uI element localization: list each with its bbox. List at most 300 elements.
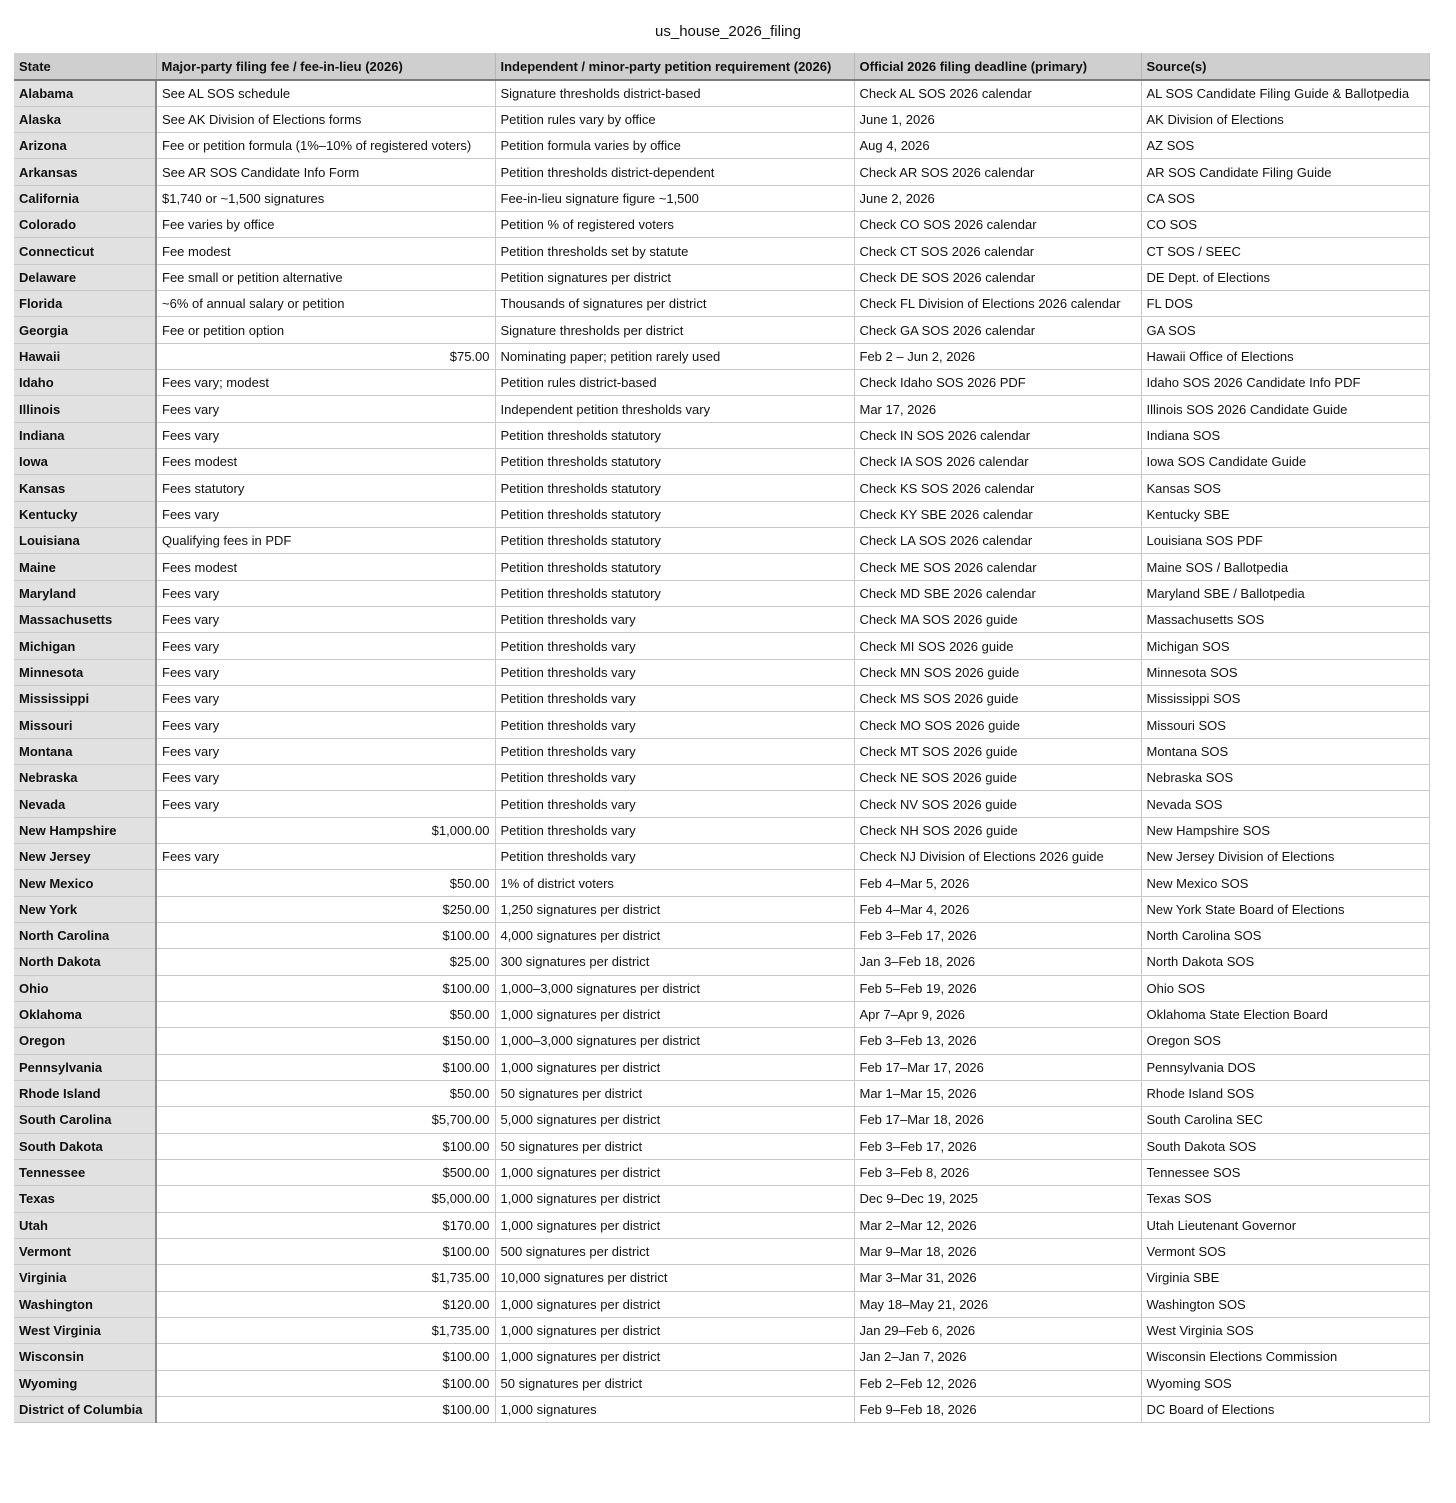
cell-sources[interactable]: Louisiana SOS PDF	[1141, 528, 1429, 554]
cell-filing-fee[interactable]: $500.00	[156, 1159, 495, 1185]
cell-filing-deadline[interactable]: June 1, 2026	[854, 106, 1141, 132]
cell-petition-requirement[interactable]: Independent petition thresholds vary	[495, 396, 854, 422]
cell-state[interactable]: Nebraska	[14, 765, 156, 791]
cell-filing-deadline[interactable]: Jan 3–Feb 18, 2026	[854, 949, 1141, 975]
cell-state[interactable]: Pennsylvania	[14, 1054, 156, 1080]
cell-filing-deadline[interactable]: Check CT SOS 2026 calendar	[854, 238, 1141, 264]
table-row	[14, 133, 1429, 159]
table-row	[14, 870, 1429, 896]
cell-petition-requirement[interactable]: 1,000 signatures per district	[495, 1212, 854, 1238]
cell-sources[interactable]: West Virginia SOS	[1141, 1317, 1429, 1343]
table-row	[14, 949, 1429, 975]
header-cell-filing-deadline[interactable]: Official 2026 filing deadline (primary)	[854, 53, 1141, 80]
cell-filing-fee[interactable]: Fees vary	[156, 422, 495, 448]
cell-state[interactable]: Connecticut	[14, 238, 156, 264]
cell-filing-deadline[interactable]: Check DE SOS 2026 calendar	[854, 264, 1141, 290]
cell-filing-deadline[interactable]: Check MI SOS 2026 guide	[854, 633, 1141, 659]
table-row	[14, 896, 1429, 922]
cell-state[interactable]: Wyoming	[14, 1370, 156, 1396]
cell-filing-deadline[interactable]: Check Idaho SOS 2026 PDF	[854, 370, 1141, 396]
cell-filing-fee[interactable]: $170.00	[156, 1212, 495, 1238]
table-row	[14, 212, 1429, 238]
cell-petition-requirement[interactable]: Petition thresholds vary	[495, 712, 854, 738]
cell-filing-deadline[interactable]: Check KY SBE 2026 calendar	[854, 501, 1141, 527]
cell-petition-requirement[interactable]: Petition thresholds vary	[495, 765, 854, 791]
cell-petition-requirement[interactable]: Petition thresholds statutory	[495, 501, 854, 527]
cell-state[interactable]: Arizona	[14, 133, 156, 159]
cell-petition-requirement[interactable]: Petition rules vary by office	[495, 106, 854, 132]
cell-filing-deadline[interactable]: Feb 2 – Jun 2, 2026	[854, 343, 1141, 369]
cell-filing-fee[interactable]: $5,700.00	[156, 1107, 495, 1133]
table-row	[14, 1344, 1429, 1370]
cell-filing-deadline[interactable]: Check AR SOS 2026 calendar	[854, 159, 1141, 185]
cell-filing-fee[interactable]: $100.00	[156, 1370, 495, 1396]
cell-filing-deadline[interactable]: Aug 4, 2026	[854, 133, 1141, 159]
cell-filing-fee[interactable]: Fees vary	[156, 396, 495, 422]
cell-sources[interactable]: South Dakota SOS	[1141, 1133, 1429, 1159]
cell-state[interactable]: New York	[14, 896, 156, 922]
cell-state[interactable]: Maine	[14, 554, 156, 580]
cell-petition-requirement[interactable]: Signature thresholds per district	[495, 317, 854, 343]
cell-filing-fee[interactable]: $1,000.00	[156, 817, 495, 843]
cell-sources[interactable]: Missouri SOS	[1141, 712, 1429, 738]
cell-filing-fee[interactable]: Fees modest	[156, 449, 495, 475]
cell-state[interactable]: New Jersey	[14, 844, 156, 870]
cell-sources[interactable]: New Mexico SOS	[1141, 870, 1429, 896]
cell-sources[interactable]: Kentucky SBE	[1141, 501, 1429, 527]
table-row	[14, 238, 1429, 264]
cell-filing-fee[interactable]: Fee small or petition alternative	[156, 264, 495, 290]
cell-filing-fee[interactable]: $1,735.00	[156, 1265, 495, 1291]
cell-petition-requirement[interactable]: 50 signatures per district	[495, 1133, 854, 1159]
cell-sources[interactable]: Oklahoma State Election Board	[1141, 1001, 1429, 1027]
cell-filing-deadline[interactable]: Feb 17–Mar 18, 2026	[854, 1107, 1141, 1133]
table-row	[14, 712, 1429, 738]
cell-petition-requirement[interactable]: Petition thresholds set by statute	[495, 238, 854, 264]
cell-sources[interactable]: Indiana SOS	[1141, 422, 1429, 448]
cell-state[interactable]: Virginia	[14, 1265, 156, 1291]
cell-filing-deadline[interactable]: Mar 17, 2026	[854, 396, 1141, 422]
cell-petition-requirement[interactable]: 1,000 signatures per district	[495, 1186, 854, 1212]
header-row	[14, 53, 1429, 80]
table-row	[14, 343, 1429, 369]
cell-petition-requirement[interactable]: Petition thresholds statutory	[495, 449, 854, 475]
cell-petition-requirement[interactable]: 10,000 signatures per district	[495, 1265, 854, 1291]
cell-filing-deadline[interactable]: Apr 7–Apr 9, 2026	[854, 1001, 1141, 1027]
cell-sources[interactable]: AR SOS Candidate Filing Guide	[1141, 159, 1429, 185]
cell-filing-deadline[interactable]: Check MA SOS 2026 guide	[854, 607, 1141, 633]
cell-filing-fee[interactable]: Fees vary	[156, 844, 495, 870]
cell-sources[interactable]: Minnesota SOS	[1141, 659, 1429, 685]
cell-sources[interactable]: Tennessee SOS	[1141, 1159, 1429, 1185]
cell-petition-requirement[interactable]: 4,000 signatures per district	[495, 923, 854, 949]
cell-filing-fee[interactable]: Fee or petition option	[156, 317, 495, 343]
cell-filing-deadline[interactable]: Feb 2–Feb 12, 2026	[854, 1370, 1141, 1396]
cell-petition-requirement[interactable]: 1,250 signatures per district	[495, 896, 854, 922]
cell-filing-fee[interactable]: $250.00	[156, 896, 495, 922]
cell-state[interactable]: Indiana	[14, 422, 156, 448]
cell-filing-deadline[interactable]: June 2, 2026	[854, 185, 1141, 211]
cell-filing-deadline[interactable]: Check LA SOS 2026 calendar	[854, 528, 1141, 554]
cell-sources[interactable]: AZ SOS	[1141, 133, 1429, 159]
cell-sources[interactable]: Virginia SBE	[1141, 1265, 1429, 1291]
cell-filing-fee[interactable]: $75.00	[156, 343, 495, 369]
cell-filing-deadline[interactable]: Feb 3–Feb 8, 2026	[854, 1159, 1141, 1185]
cell-petition-requirement[interactable]: 1,000 signatures per district	[495, 1159, 854, 1185]
sheet-title: us_house_2026_filing	[655, 23, 801, 40]
cell-sources[interactable]: New Hampshire SOS	[1141, 817, 1429, 843]
cell-filing-deadline[interactable]: Check IN SOS 2026 calendar	[854, 422, 1141, 448]
cell-filing-fee[interactable]: $120.00	[156, 1291, 495, 1317]
cell-filing-fee[interactable]: $100.00	[156, 1238, 495, 1264]
cell-filing-fee[interactable]: $5,000.00	[156, 1186, 495, 1212]
cell-filing-deadline[interactable]: Jan 2–Jan 7, 2026	[854, 1344, 1141, 1370]
cell-filing-fee[interactable]: Fees statutory	[156, 475, 495, 501]
table-row	[14, 370, 1429, 396]
cell-petition-requirement[interactable]: Petition thresholds statutory	[495, 528, 854, 554]
cell-filing-deadline[interactable]: Check CO SOS 2026 calendar	[854, 212, 1141, 238]
cell-sources[interactable]: Montana SOS	[1141, 738, 1429, 764]
cell-petition-requirement[interactable]: Petition thresholds vary	[495, 791, 854, 817]
cell-petition-requirement[interactable]: 1,000 signatures per district	[495, 1291, 854, 1317]
cell-filing-deadline[interactable]: Check MO SOS 2026 guide	[854, 712, 1141, 738]
cell-sources[interactable]: Washington SOS	[1141, 1291, 1429, 1317]
cell-filing-fee[interactable]: $100.00	[156, 975, 495, 1001]
cell-state[interactable]: Oregon	[14, 1028, 156, 1054]
cell-state[interactable]: Arkansas	[14, 159, 156, 185]
cell-state[interactable]: Hawaii	[14, 343, 156, 369]
cell-filing-fee[interactable]: Fees vary; modest	[156, 370, 495, 396]
cell-filing-fee[interactable]: See AL SOS schedule	[156, 80, 495, 106]
cell-filing-deadline[interactable]: Check KS SOS 2026 calendar	[854, 475, 1141, 501]
cell-filing-fee[interactable]: $100.00	[156, 923, 495, 949]
cell-state[interactable]: New Mexico	[14, 870, 156, 896]
cell-sources[interactable]: Pennsylvania DOS	[1141, 1054, 1429, 1080]
cell-filing-deadline[interactable]: Feb 9–Feb 18, 2026	[854, 1396, 1141, 1422]
cell-filing-fee[interactable]: Fees vary	[156, 607, 495, 633]
cell-state[interactable]: Ohio	[14, 975, 156, 1001]
cell-state[interactable]: Utah	[14, 1212, 156, 1238]
cell-petition-requirement[interactable]: 300 signatures per district	[495, 949, 854, 975]
table-row	[14, 738, 1429, 764]
table-row	[14, 106, 1429, 132]
cell-filing-deadline[interactable]: Check NV SOS 2026 guide	[854, 791, 1141, 817]
cell-filing-deadline[interactable]: Check MD SBE 2026 calendar	[854, 580, 1141, 606]
cell-sources[interactable]: AK Division of Elections	[1141, 106, 1429, 132]
cell-filing-fee[interactable]: $100.00	[156, 1344, 495, 1370]
table-row	[14, 1133, 1429, 1159]
cell-filing-deadline[interactable]: Check MT SOS 2026 guide	[854, 738, 1141, 764]
cell-state[interactable]: Texas	[14, 1186, 156, 1212]
cell-state[interactable]: Florida	[14, 291, 156, 317]
cell-filing-deadline[interactable]: Mar 1–Mar 15, 2026	[854, 1080, 1141, 1106]
cell-sources[interactable]: Wisconsin Elections Commission	[1141, 1344, 1429, 1370]
cell-sources[interactable]: Nevada SOS	[1141, 791, 1429, 817]
cell-filing-fee[interactable]: Fees vary	[156, 501, 495, 527]
cell-sources[interactable]: Utah Lieutenant Governor	[1141, 1212, 1429, 1238]
table-row	[14, 1080, 1429, 1106]
cell-filing-deadline[interactable]: Feb 3–Feb 17, 2026	[854, 1133, 1141, 1159]
cell-filing-fee[interactable]: Fee or petition formula (1%–10% of registered voters)	[156, 133, 495, 159]
table-row	[14, 1001, 1429, 1027]
cell-filing-deadline[interactable]: May 18–May 21, 2026	[854, 1291, 1141, 1317]
cell-filing-deadline[interactable]: Feb 5–Feb 19, 2026	[854, 975, 1141, 1001]
cell-sources[interactable]: DC Board of Elections	[1141, 1396, 1429, 1422]
cell-filing-fee[interactable]: Fees vary	[156, 686, 495, 712]
cell-sources[interactable]: Massachusetts SOS	[1141, 607, 1429, 633]
cell-petition-requirement[interactable]: Signature thresholds district-based	[495, 80, 854, 106]
cell-sources[interactable]: New York State Board of Elections	[1141, 896, 1429, 922]
header-cell-sources[interactable]: Source(s)	[1141, 53, 1429, 80]
cell-filing-fee[interactable]: Fees vary	[156, 659, 495, 685]
cell-petition-requirement[interactable]: Petition thresholds statutory	[495, 554, 854, 580]
table-row	[14, 791, 1429, 817]
cell-filing-deadline[interactable]: Check MN SOS 2026 guide	[854, 659, 1141, 685]
table-row	[14, 765, 1429, 791]
cell-petition-requirement[interactable]: Petition thresholds vary	[495, 817, 854, 843]
cell-sources[interactable]: Kansas SOS	[1141, 475, 1429, 501]
cell-filing-fee[interactable]: $25.00	[156, 949, 495, 975]
cell-state[interactable]: Tennessee	[14, 1159, 156, 1185]
cell-filing-deadline[interactable]: Check MS SOS 2026 guide	[854, 686, 1141, 712]
cell-petition-requirement[interactable]: 1% of district voters	[495, 870, 854, 896]
cell-state[interactable]: Michigan	[14, 633, 156, 659]
cell-sources[interactable]: Mississippi SOS	[1141, 686, 1429, 712]
cell-filing-fee[interactable]: Fee varies by office	[156, 212, 495, 238]
cell-state[interactable]: South Carolina	[14, 1107, 156, 1133]
cell-sources[interactable]: CO SOS	[1141, 212, 1429, 238]
cell-petition-requirement[interactable]: Petition thresholds vary	[495, 633, 854, 659]
cell-petition-requirement[interactable]: 1,000–3,000 signatures per district	[495, 1028, 854, 1054]
cell-state[interactable]: Montana	[14, 738, 156, 764]
table-row	[14, 422, 1429, 448]
cell-sources[interactable]: North Dakota SOS	[1141, 949, 1429, 975]
header-cell-filing-fee[interactable]: Major-party filing fee / fee-in-lieu (2026)	[156, 53, 495, 80]
cell-state[interactable]: District of Columbia	[14, 1396, 156, 1422]
cell-sources[interactable]: Maryland SBE / Ballotpedia	[1141, 580, 1429, 606]
cell-sources[interactable]: Iowa SOS Candidate Guide	[1141, 449, 1429, 475]
cell-state[interactable]: Illinois	[14, 396, 156, 422]
cell-petition-requirement[interactable]: Petition thresholds vary	[495, 659, 854, 685]
table-row	[14, 554, 1429, 580]
cell-petition-requirement[interactable]: 1,000 signatures per district	[495, 1001, 854, 1027]
table-row	[14, 1370, 1429, 1396]
cell-petition-requirement[interactable]: Thousands of signatures per district	[495, 291, 854, 317]
cell-petition-requirement[interactable]: Fee-in-lieu signature figure ~1,500	[495, 185, 854, 211]
cell-sources[interactable]: GA SOS	[1141, 317, 1429, 343]
cell-sources[interactable]: Ohio SOS	[1141, 975, 1429, 1001]
cell-filing-deadline[interactable]: Check AL SOS 2026 calendar	[854, 80, 1141, 106]
cell-filing-fee[interactable]: $100.00	[156, 1396, 495, 1422]
cell-filing-fee[interactable]: Fees vary	[156, 791, 495, 817]
cell-sources[interactable]: Nebraska SOS	[1141, 765, 1429, 791]
cell-filing-fee[interactable]: $50.00	[156, 1080, 495, 1106]
cell-petition-requirement[interactable]: 1,000 signatures per district	[495, 1054, 854, 1080]
cell-filing-fee[interactable]: $100.00	[156, 1054, 495, 1080]
cell-sources[interactable]: Wyoming SOS	[1141, 1370, 1429, 1396]
cell-sources[interactable]: CA SOS	[1141, 185, 1429, 211]
cell-filing-deadline[interactable]: Feb 4–Mar 4, 2026	[854, 896, 1141, 922]
cell-filing-fee[interactable]: $100.00	[156, 1133, 495, 1159]
table-row	[14, 1396, 1429, 1422]
table-row	[14, 396, 1429, 422]
cell-petition-requirement[interactable]: 1,000 signatures per district	[495, 1344, 854, 1370]
cell-state[interactable]: Delaware	[14, 264, 156, 290]
cell-sources[interactable]: AL SOS Candidate Filing Guide & Ballotpedia	[1141, 80, 1429, 106]
table-row	[14, 317, 1429, 343]
cell-sources[interactable]: Texas SOS	[1141, 1186, 1429, 1212]
cell-state[interactable]: North Dakota	[14, 949, 156, 975]
cell-petition-requirement[interactable]: Petition thresholds vary	[495, 686, 854, 712]
cell-petition-requirement[interactable]: Petition thresholds vary	[495, 738, 854, 764]
cell-filing-fee[interactable]: Fees vary	[156, 765, 495, 791]
table-row	[14, 528, 1429, 554]
cell-state[interactable]: Mississippi	[14, 686, 156, 712]
table-row	[14, 659, 1429, 685]
cell-sources[interactable]: New Jersey Division of Elections	[1141, 844, 1429, 870]
cell-petition-requirement[interactable]: 1,000 signatures per district	[495, 1317, 854, 1343]
cell-filing-fee[interactable]: Fee modest	[156, 238, 495, 264]
cell-filing-deadline[interactable]: Check FL Division of Elections 2026 calendar	[854, 291, 1141, 317]
cell-filing-deadline[interactable]: Feb 17–Mar 17, 2026	[854, 1054, 1141, 1080]
cell-sources[interactable]: Vermont SOS	[1141, 1238, 1429, 1264]
cell-filing-deadline[interactable]: Check NE SOS 2026 guide	[854, 765, 1141, 791]
cell-petition-requirement[interactable]: Petition signatures per district	[495, 264, 854, 290]
cell-filing-fee[interactable]: ~6% of annual salary or petition	[156, 291, 495, 317]
cell-petition-requirement[interactable]: Petition thresholds statutory	[495, 580, 854, 606]
cell-filing-deadline[interactable]: Feb 3–Feb 17, 2026	[854, 923, 1141, 949]
cell-sources[interactable]: Oregon SOS	[1141, 1028, 1429, 1054]
cell-filing-fee[interactable]: Fees vary	[156, 633, 495, 659]
cell-state[interactable]: California	[14, 185, 156, 211]
cell-state[interactable]: Washington	[14, 1291, 156, 1317]
table-row	[14, 1028, 1429, 1054]
cell-state[interactable]: Colorado	[14, 212, 156, 238]
cell-state[interactable]: Alaska	[14, 106, 156, 132]
cell-state[interactable]: Massachusetts	[14, 607, 156, 633]
cell-filing-deadline[interactable]: Mar 9–Mar 18, 2026	[854, 1238, 1141, 1264]
cell-sources[interactable]: Hawaii Office of Elections	[1141, 343, 1429, 369]
cell-state[interactable]: West Virginia	[14, 1317, 156, 1343]
table-row	[14, 633, 1429, 659]
cell-filing-fee[interactable]: See AK Division of Elections forms	[156, 106, 495, 132]
cell-petition-requirement[interactable]: 500 signatures per district	[495, 1238, 854, 1264]
table-row	[14, 817, 1429, 843]
cell-sources[interactable]: Maine SOS / Ballotpedia	[1141, 554, 1429, 580]
cell-filing-fee[interactable]: Fees vary	[156, 712, 495, 738]
cell-state[interactable]: North Carolina	[14, 923, 156, 949]
cell-state[interactable]: Maryland	[14, 580, 156, 606]
table-row	[14, 844, 1429, 870]
cell-petition-requirement[interactable]: Petition thresholds statutory	[495, 475, 854, 501]
cell-state[interactable]: Kentucky	[14, 501, 156, 527]
cell-filing-fee[interactable]: See AR SOS Candidate Info Form	[156, 159, 495, 185]
cell-filing-deadline[interactable]: Mar 2–Mar 12, 2026	[854, 1212, 1141, 1238]
cell-sources[interactable]: DE Dept. of Elections	[1141, 264, 1429, 290]
header-cell-state[interactable]: State	[14, 53, 156, 80]
cell-state[interactable]: New Hampshire	[14, 817, 156, 843]
table-row	[14, 449, 1429, 475]
table-row	[14, 1186, 1429, 1212]
cell-petition-requirement[interactable]: 1,000 signatures	[495, 1396, 854, 1422]
cell-state[interactable]: Nevada	[14, 791, 156, 817]
cell-state[interactable]: Oklahoma	[14, 1001, 156, 1027]
cell-state[interactable]: Vermont	[14, 1238, 156, 1264]
cell-filing-deadline[interactable]: Check NJ Division of Elections 2026 guide	[854, 844, 1141, 870]
cell-filing-fee[interactable]: $1,735.00	[156, 1317, 495, 1343]
cell-filing-fee[interactable]: Fees modest	[156, 554, 495, 580]
cell-sources[interactable]: FL DOS	[1141, 291, 1429, 317]
cell-filing-deadline[interactable]: Mar 3–Mar 31, 2026	[854, 1265, 1141, 1291]
cell-state[interactable]: Georgia	[14, 317, 156, 343]
cell-petition-requirement[interactable]: Petition thresholds vary	[495, 607, 854, 633]
cell-state[interactable]: South Dakota	[14, 1133, 156, 1159]
cell-petition-requirement[interactable]: Petition % of registered voters	[495, 212, 854, 238]
cell-filing-fee[interactable]: Fees vary	[156, 580, 495, 606]
cell-petition-requirement[interactable]: 5,000 signatures per district	[495, 1107, 854, 1133]
cell-state[interactable]: Kansas	[14, 475, 156, 501]
cell-filing-deadline[interactable]: Check NH SOS 2026 guide	[854, 817, 1141, 843]
cell-petition-requirement[interactable]: 50 signatures per district	[495, 1080, 854, 1106]
cell-state[interactable]: Iowa	[14, 449, 156, 475]
cell-filing-fee[interactable]: $50.00	[156, 1001, 495, 1027]
table-row	[14, 80, 1429, 106]
cell-filing-deadline[interactable]: Check GA SOS 2026 calendar	[854, 317, 1141, 343]
header-cell-petition-requirement[interactable]: Independent / minor-party petition requirement (2026)	[495, 53, 854, 80]
cell-filing-deadline[interactable]: Feb 3–Feb 13, 2026	[854, 1028, 1141, 1054]
cell-state[interactable]: Minnesota	[14, 659, 156, 685]
cell-sources[interactable]: Michigan SOS	[1141, 633, 1429, 659]
cell-sources[interactable]: Illinois SOS 2026 Candidate Guide	[1141, 396, 1429, 422]
table-row	[14, 1265, 1429, 1291]
cell-filing-fee[interactable]: Fees vary	[156, 738, 495, 764]
cell-petition-requirement[interactable]: Petition thresholds district-dependent	[495, 159, 854, 185]
cell-filing-deadline[interactable]: Feb 4–Mar 5, 2026	[854, 870, 1141, 896]
cell-state[interactable]: Idaho	[14, 370, 156, 396]
cell-petition-requirement[interactable]: 1,000–3,000 signatures per district	[495, 975, 854, 1001]
cell-petition-requirement[interactable]: Petition thresholds statutory	[495, 422, 854, 448]
cell-filing-fee[interactable]: $50.00	[156, 870, 495, 896]
cell-sources[interactable]: North Carolina SOS	[1141, 923, 1429, 949]
cell-filing-fee[interactable]: $1,740 or ~1,500 signatures	[156, 185, 495, 211]
cell-petition-requirement[interactable]: 50 signatures per district	[495, 1370, 854, 1396]
cell-sources[interactable]: Rhode Island SOS	[1141, 1080, 1429, 1106]
cell-filing-deadline[interactable]: Check IA SOS 2026 calendar	[854, 449, 1141, 475]
cell-sources[interactable]: Idaho SOS 2026 Candidate Info PDF	[1141, 370, 1429, 396]
cell-filing-deadline[interactable]: Dec 9–Dec 19, 2025	[854, 1186, 1141, 1212]
table-row	[14, 1291, 1429, 1317]
table-row	[14, 607, 1429, 633]
table-row	[14, 264, 1429, 290]
cell-petition-requirement[interactable]: Nominating paper; petition rarely used	[495, 343, 854, 369]
cell-filing-deadline[interactable]: Jan 29–Feb 6, 2026	[854, 1317, 1141, 1343]
cell-petition-requirement[interactable]: Petition thresholds vary	[495, 844, 854, 870]
cell-filing-fee[interactable]: Qualifying fees in PDF	[156, 528, 495, 554]
cell-state[interactable]: Rhode Island	[14, 1080, 156, 1106]
cell-state[interactable]: Wisconsin	[14, 1344, 156, 1370]
cell-sources[interactable]: CT SOS / SEEC	[1141, 238, 1429, 264]
cell-state[interactable]: Louisiana	[14, 528, 156, 554]
cell-petition-requirement[interactable]: Petition formula varies by office	[495, 133, 854, 159]
cell-filing-fee[interactable]: $150.00	[156, 1028, 495, 1054]
cell-state[interactable]: Missouri	[14, 712, 156, 738]
cell-state[interactable]: Alabama	[14, 80, 156, 106]
table-row	[14, 975, 1429, 1001]
cell-sources[interactable]: South Carolina SEC	[1141, 1107, 1429, 1133]
cell-petition-requirement[interactable]: Petition rules district-based	[495, 370, 854, 396]
table-row	[14, 1054, 1429, 1080]
cell-filing-deadline[interactable]: Check ME SOS 2026 calendar	[854, 554, 1141, 580]
